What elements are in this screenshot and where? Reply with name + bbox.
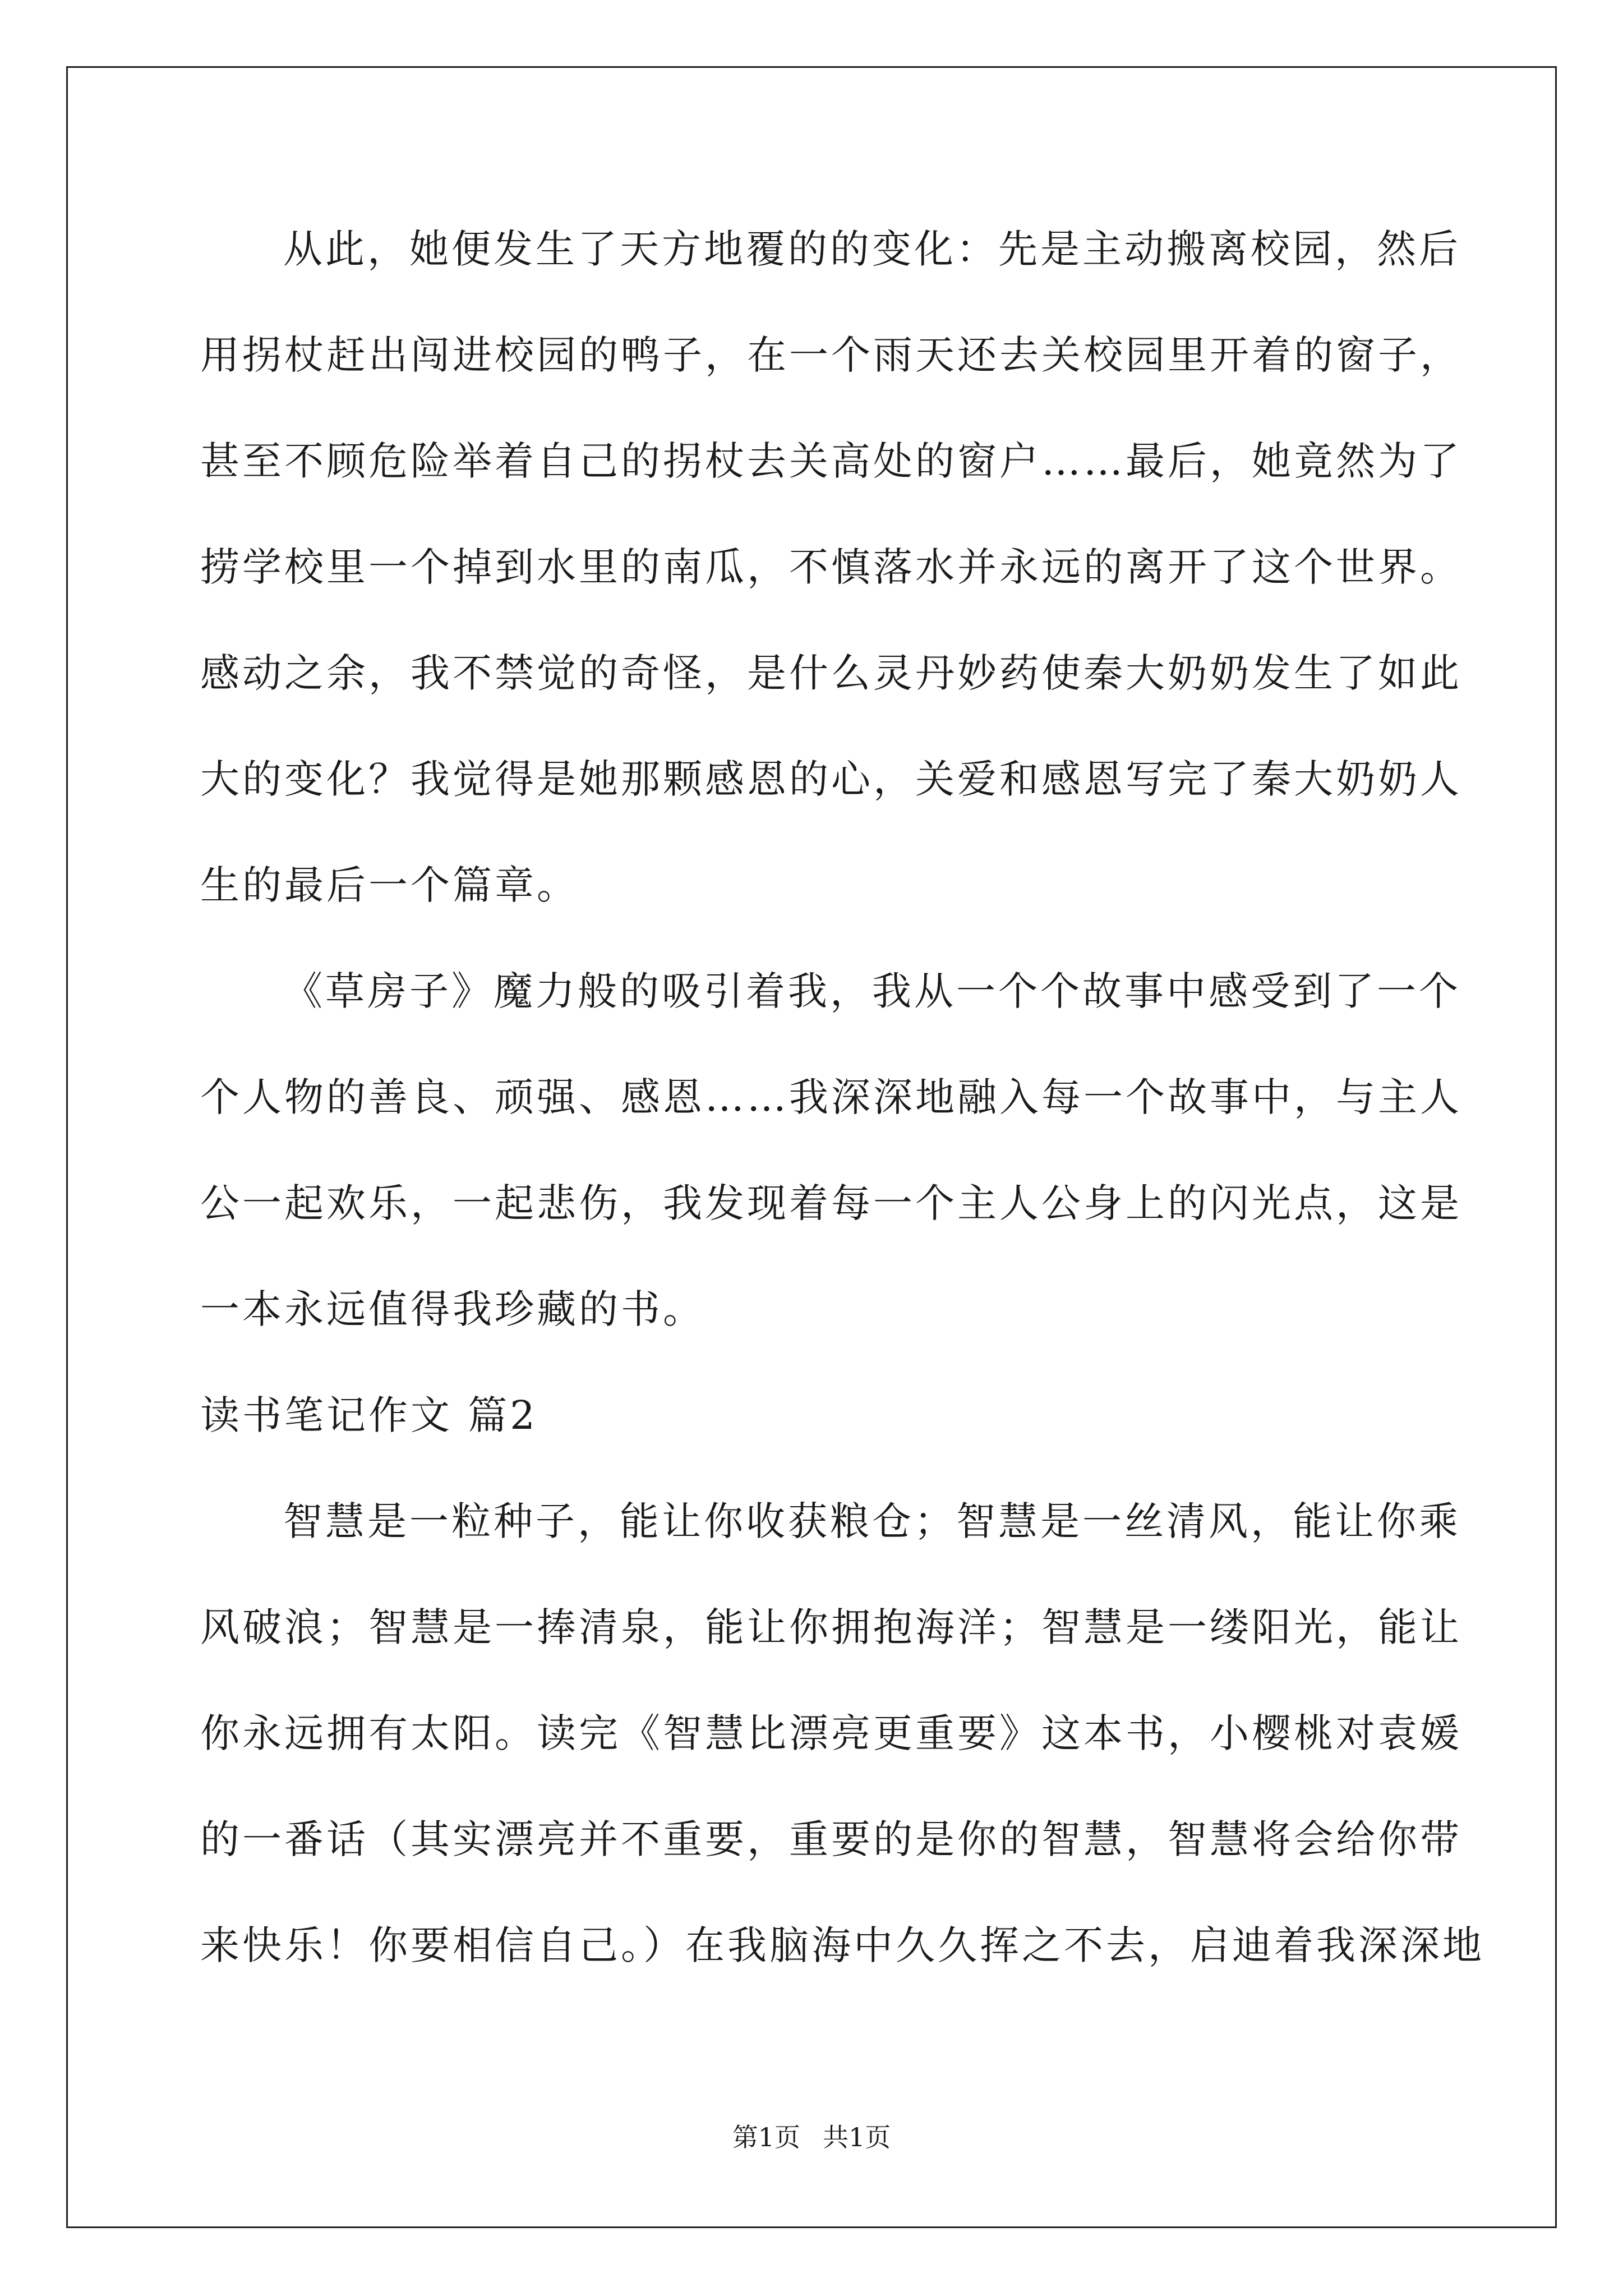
text-line: 你永远拥有太阳。读完《智慧比漂亮更重要》这本书，小樱桃对袁媛 (200, 1710, 1462, 1756)
document-body (200, 196, 1484, 1999)
text-line: 来快乐！你要相信自己。）在我脑海中久久挥之不去，启迪着我深深地 (200, 1922, 1484, 1968)
section-heading: 读书笔记作文 篇2 (200, 1392, 538, 1438)
text-line: 风破浪；智慧是一捧清泉，能让你拥抱海洋；智慧是一缕阳光，能让 (200, 1604, 1462, 1650)
text-line: 用拐杖赶出闯进校园的鸭子，在一个雨天还去关校园里开着的窗子， (200, 332, 1462, 378)
text-line: 一本永远值得我珍藏的书。 (200, 1286, 705, 1332)
text-line: 《草房子》魔力般的吸引着我，我从一个个故事中感受到了一个 (283, 968, 1461, 1014)
page-footer (0, 2120, 1623, 2154)
text-line: 从此，她便发生了天方地覆的的变化：先是主动搬离校园，然后 (283, 226, 1461, 272)
text-line: 公一起欢乐，一起悲伤，我发现着每一个主人公身上的闪光点，这是 (200, 1180, 1462, 1226)
text-line: 个人物的善良、顽强、感恩……我深深地融入每一个故事中，与主人 (200, 1074, 1462, 1120)
text-line: 的一番话（其实漂亮并不重要，重要的是你的智慧，智慧将会给你带 (200, 1816, 1462, 1862)
text-line: 捞学校里一个掉到水里的南瓜，不慎落水并永远的离开了这个世界。 (200, 544, 1462, 590)
text-line: 智慧是一粒种子，能让你收获粮仓；智慧是一丝清风，能让你乘 (283, 1498, 1461, 1544)
page-number: 第1页 (732, 2122, 800, 2152)
text-line: 感动之余，我不禁觉的奇怪，是什么灵丹妙药使秦大奶奶发生了如此 (200, 650, 1462, 696)
text-line: 甚至不顾危险举着自己的拐杖去关高处的窗户……最后，她竟然为了 (200, 438, 1462, 484)
text-line: 生的最后一个篇章。 (200, 862, 579, 908)
page-total: 共1页 (823, 2122, 891, 2152)
text-line: 大的变化？我觉得是她那颗感恩的心，关爱和感恩写完了秦大奶奶人 (200, 756, 1462, 802)
